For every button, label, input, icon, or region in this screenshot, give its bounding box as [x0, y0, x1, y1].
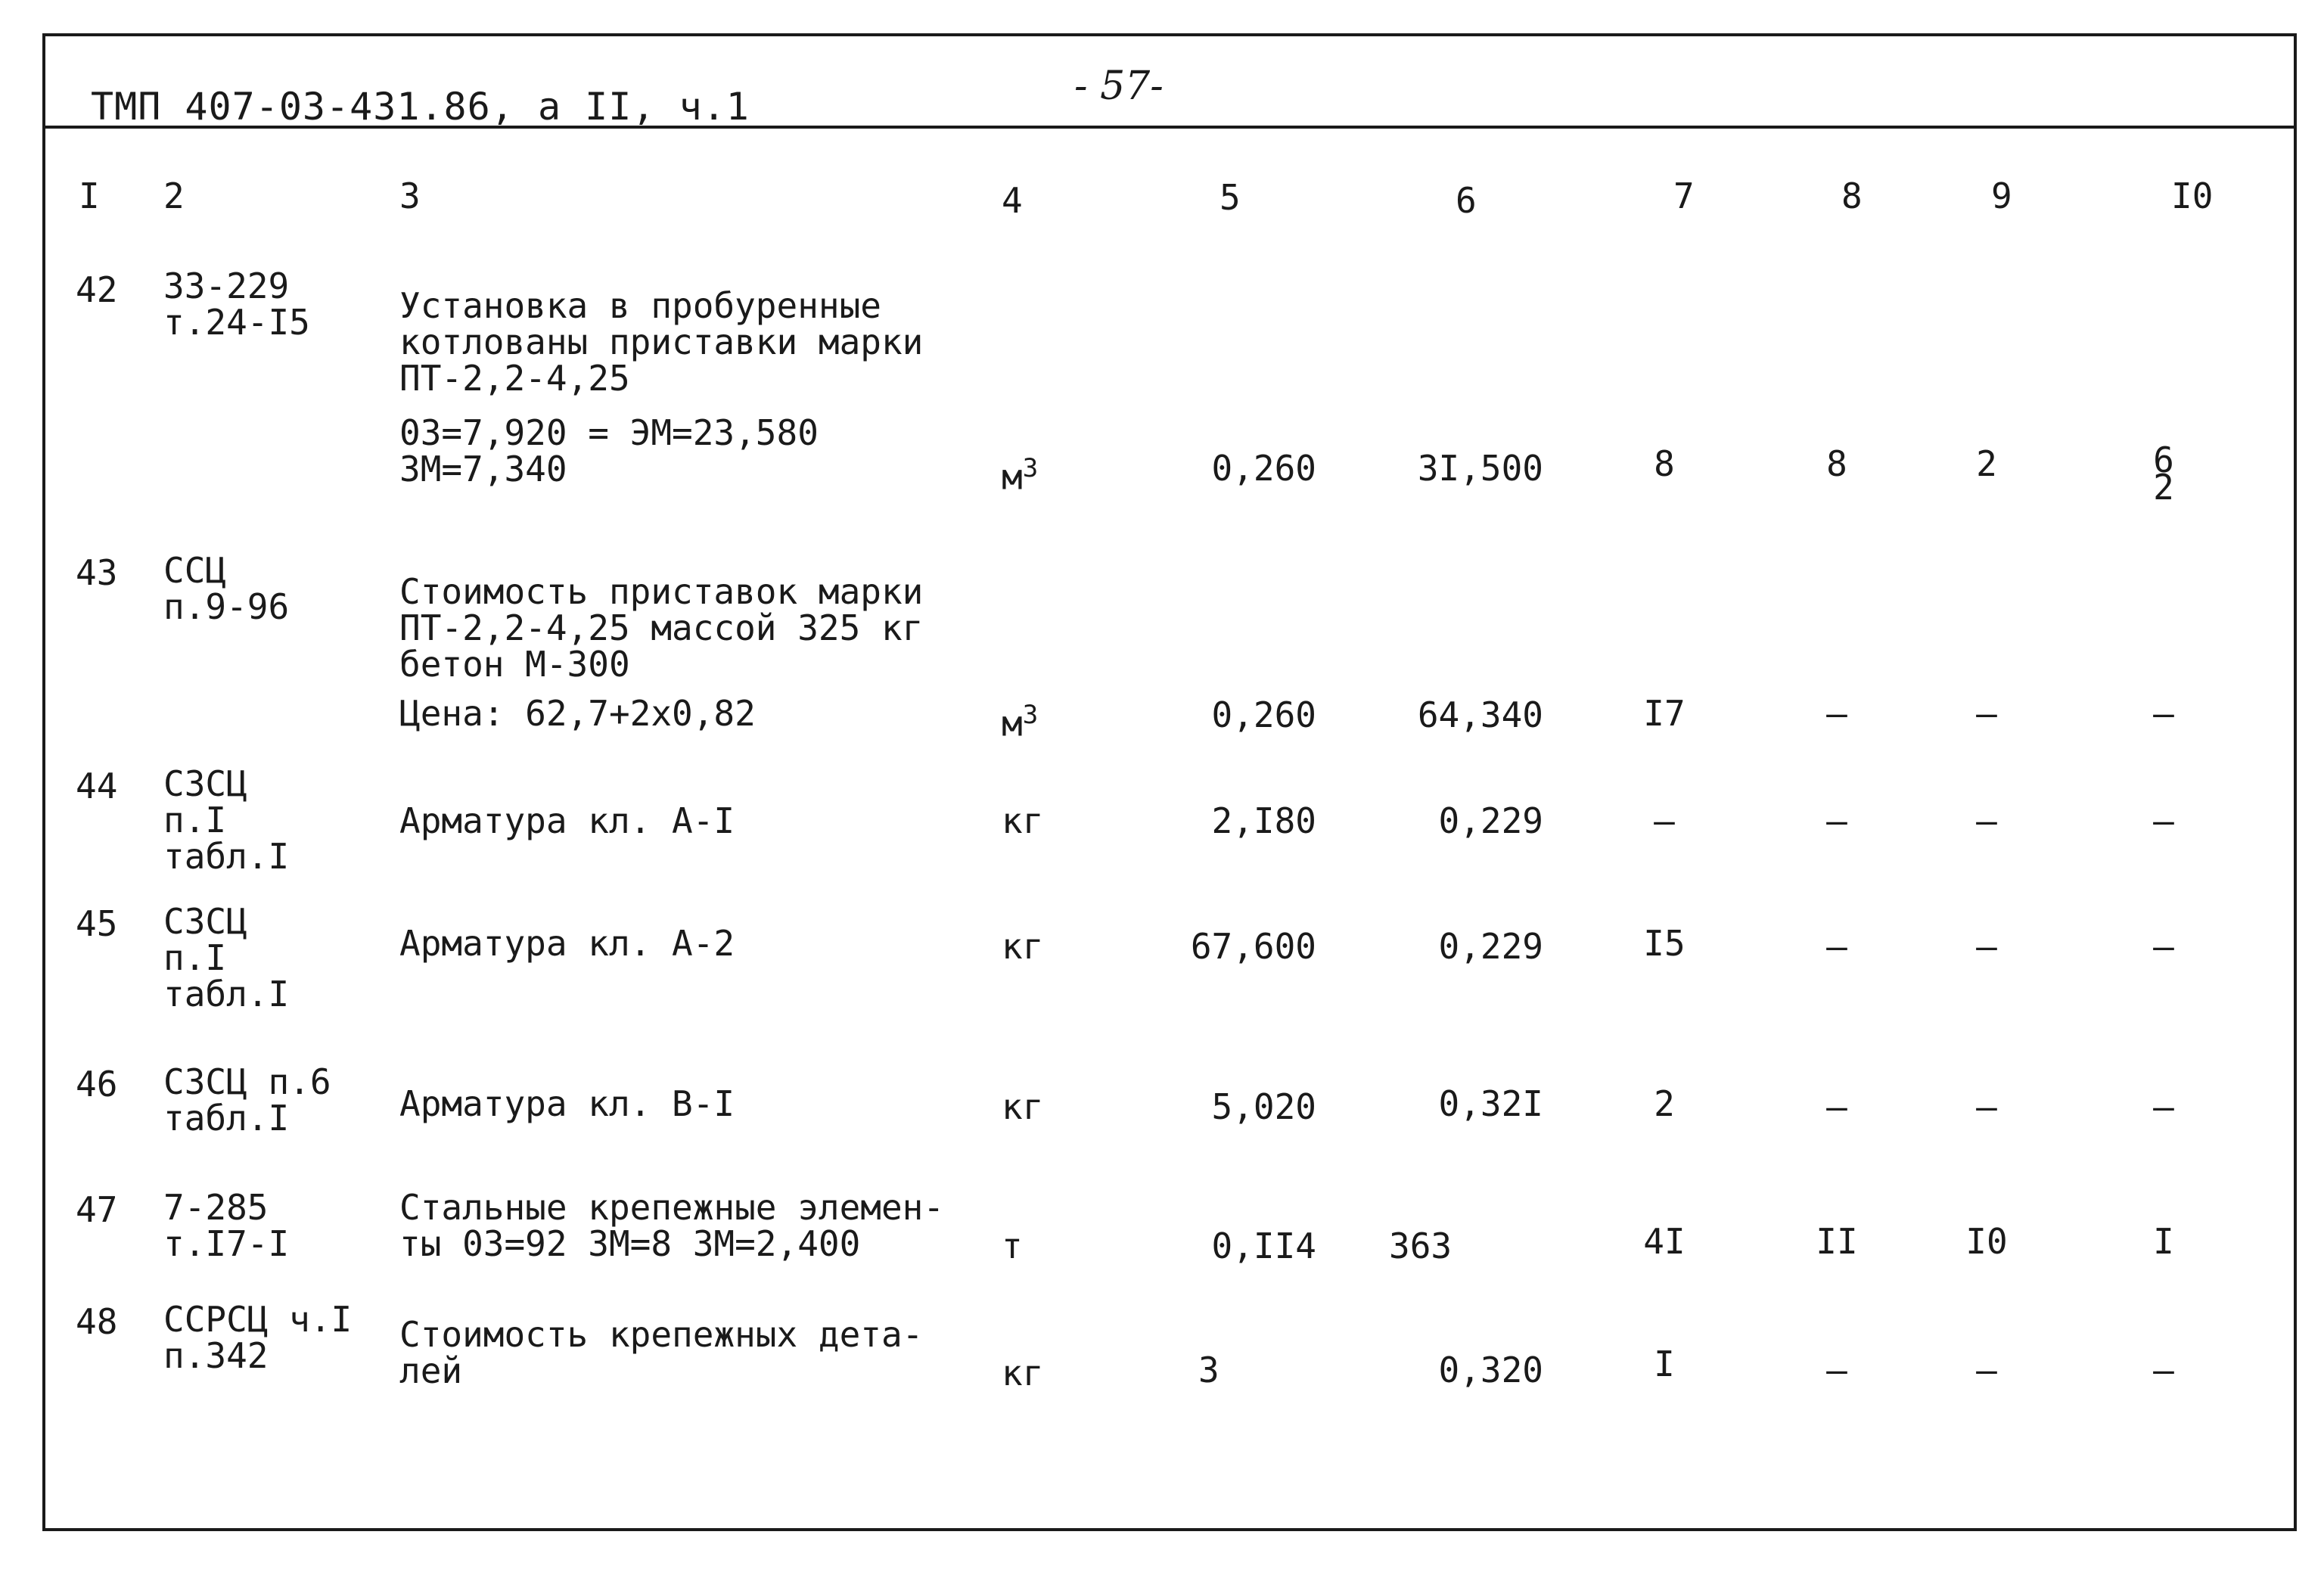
- quantity: 5,020: [1211, 1086, 1316, 1127]
- unit-price: 0,229: [1438, 800, 1543, 841]
- unit-price: 363: [1389, 1226, 1452, 1266]
- col-10-value: –: [2153, 693, 2174, 734]
- work-description: Стоимость крепежных дета- лей: [399, 1314, 924, 1391]
- normative-code: 7-285 т.I7-I: [163, 1187, 290, 1264]
- col-10-value: –: [2153, 800, 2174, 841]
- page-number: - 57-: [1074, 64, 1164, 109]
- row-number: 42: [76, 269, 118, 310]
- row-number: 46: [76, 1064, 118, 1104]
- col-header-2: 2: [163, 176, 185, 216]
- col-header-9: 9: [1991, 176, 2012, 216]
- col-7-value: 8: [1654, 443, 1675, 484]
- unit: кг: [1002, 800, 1044, 841]
- normative-code: ССЦ п.9-96: [163, 550, 290, 627]
- page-frame: [42, 33, 2297, 1531]
- col-8-value: –: [1826, 1086, 1847, 1127]
- col-7-value: 2: [1654, 1083, 1675, 1124]
- quantity: 0,II4: [1211, 1226, 1316, 1266]
- unit: т: [1002, 1226, 1023, 1266]
- unit: $м^3$: [1002, 453, 1039, 498]
- normative-code: СЗСЦ п.I табл.I: [163, 901, 290, 1014]
- col-8-value: –: [1826, 693, 1847, 734]
- col-7-value: I: [1654, 1344, 1675, 1384]
- document-code: ТМП 407-03-431.86, а II, ч.1: [91, 85, 750, 129]
- normative-code: СЗСЦ п.6 табл.I: [163, 1061, 331, 1139]
- unit: кг: [1002, 1353, 1044, 1393]
- unit: $м^3$: [1002, 700, 1039, 744]
- col-8-value: –: [1826, 1350, 1847, 1390]
- col-header-7: 7: [1673, 176, 1695, 216]
- col-10-value: –: [2153, 926, 2174, 967]
- unit: кг: [1002, 1086, 1044, 1127]
- col-8-value: II: [1816, 1221, 1858, 1262]
- work-description: Арматура кл. В-I: [399, 1083, 735, 1124]
- col-9-value: –: [1976, 1086, 1997, 1127]
- col-9-value: 2: [1976, 443, 1997, 484]
- quantity: 0,260: [1211, 694, 1316, 735]
- unit-price: 3I,500: [1417, 448, 1543, 489]
- col-9-value: –: [1976, 926, 1997, 967]
- quantity: 67,600: [1190, 926, 1316, 967]
- col-7-value: 4I: [1643, 1221, 1686, 1262]
- col-9-value: I0: [1965, 1221, 2008, 1262]
- quantity: 2,I80: [1211, 800, 1316, 841]
- col-header-3: 3: [399, 176, 421, 216]
- col-header-1: I: [79, 176, 100, 216]
- unit-price: 0,229: [1438, 926, 1543, 967]
- row-number: 44: [76, 766, 118, 806]
- col-header-5: 5: [1219, 177, 1241, 218]
- col-10-value: 6 2: [2153, 440, 2174, 508]
- col-7-value: –: [1654, 800, 1675, 841]
- work-description: Арматура кл. А-2: [399, 923, 735, 964]
- col-8-value: –: [1826, 800, 1847, 841]
- work-description: Установка в пробуренные котлованы приставки марки ПТ-2,2-4,25: [399, 285, 924, 399]
- col-9-value: –: [1976, 693, 1997, 734]
- unit-price: 0,32I: [1438, 1083, 1543, 1124]
- unit-price: 64,340: [1417, 694, 1543, 735]
- col-9-value: –: [1976, 800, 1997, 841]
- work-description: Стоимость приставок марки ПТ-2,2-4,25 массой 325 кг бетон М-300: [399, 571, 924, 685]
- col-9-value: –: [1976, 1350, 1997, 1390]
- col-header-4: 4: [1002, 180, 1023, 221]
- col-header-8: 8: [1841, 176, 1863, 216]
- col-8-value: 8: [1826, 443, 1847, 484]
- col-header-6: 6: [1456, 180, 1477, 221]
- quantity: 0,260: [1211, 448, 1316, 489]
- col-7-value: I7: [1643, 693, 1686, 734]
- unit-price: 0,320: [1438, 1350, 1543, 1390]
- cost-calculation: 03=7,920 = ЭМ=23,580 ЗМ=7,340: [399, 412, 819, 489]
- normative-code: 33-229 т.24-I5: [163, 266, 310, 343]
- normative-code: ССРСЦ ч.I п.342: [163, 1299, 353, 1376]
- row-number: 45: [76, 903, 118, 944]
- normative-code: СЗСЦ п.I табл.I: [163, 763, 290, 877]
- col-header-10: I0: [2171, 176, 2214, 216]
- col-10-value: I: [2153, 1221, 2174, 1262]
- col-10-value: –: [2153, 1350, 2174, 1390]
- work-description: Стальные крепежные элемен- ты 03=92 ЗМ=8 ЗМ=2,400: [399, 1187, 945, 1264]
- cost-calculation: Цена: 62,7+2х0,82: [399, 693, 756, 734]
- unit: кг: [1002, 926, 1044, 967]
- row-number: 43: [76, 552, 118, 593]
- quantity: 3: [1198, 1350, 1219, 1390]
- row-number: 47: [76, 1189, 118, 1230]
- row-number: 48: [76, 1301, 118, 1342]
- col-8-value: –: [1826, 926, 1847, 967]
- col-10-value: –: [2153, 1086, 2174, 1127]
- work-description: Арматура кл. А-I: [399, 800, 735, 841]
- col-7-value: I5: [1643, 923, 1686, 964]
